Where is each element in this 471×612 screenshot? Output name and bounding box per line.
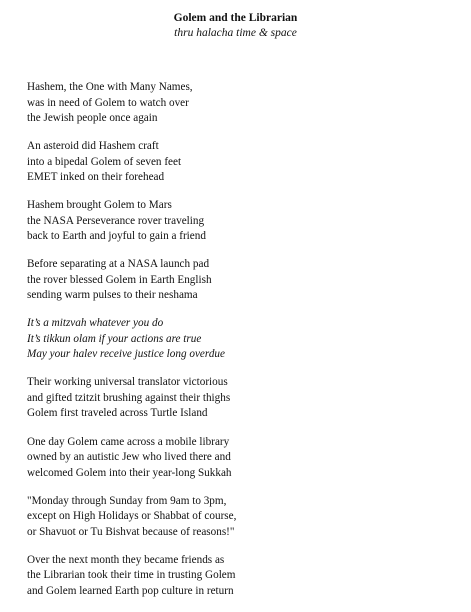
poem-line: An asteroid did Hashem craft bbox=[27, 140, 159, 153]
poem-line: welcomed Golem into their year-long Sukkah bbox=[27, 466, 232, 479]
poem-line: into a bipedal Golem of seven feet bbox=[27, 155, 182, 168]
poem-line: Golem first traveled across Turtle Island bbox=[27, 407, 208, 420]
stanza bbox=[27, 257, 447, 304]
poem-line: Their working universal translator victorious bbox=[27, 376, 228, 389]
poem-line: the Librarian took their time in trusting Golem bbox=[27, 569, 236, 582]
poem-line: "Monday through Sunday from 9am to 3pm, bbox=[27, 494, 227, 507]
stanza bbox=[27, 198, 447, 245]
poem-line: back to Earth and joyful to gain a friend bbox=[27, 230, 206, 243]
poem-line: Hashem brought Golem to Mars bbox=[27, 199, 172, 212]
poem-line: It’s tikkun olam if your actions are true bbox=[27, 332, 202, 345]
poem-line: Before separating at a NASA launch pad bbox=[27, 258, 210, 271]
poem-line: the rover blessed Golem in Earth English bbox=[27, 273, 212, 286]
poem-line: and gifted tzitzit brushing against their thighs bbox=[27, 391, 231, 404]
stanza-italic bbox=[27, 316, 447, 363]
poem-line: owned by an autistic Jew who lived there and bbox=[27, 451, 231, 464]
poem-line: EMET inked on their forehead bbox=[27, 171, 165, 184]
poem-line: sending warm pulses to their neshama bbox=[27, 289, 198, 302]
poem-line: One day Golem came across a mobile library bbox=[27, 435, 230, 448]
poem-line: the NASA Perseverance rover traveling bbox=[27, 214, 205, 227]
poem-line: the Jewish people once again bbox=[27, 112, 158, 124]
poem-line: Over the next month they became friends as bbox=[27, 553, 225, 566]
poem-line: or Shavuot or Tu Bishvat because of reasons!" bbox=[27, 525, 235, 538]
poem-body bbox=[27, 80, 447, 612]
stanza bbox=[27, 435, 447, 482]
stanza bbox=[27, 375, 447, 422]
poem-line: was in need of Golem to watch over bbox=[27, 96, 189, 109]
poem-line: and Golem learned Earth pop culture in return bbox=[27, 584, 234, 597]
stanza bbox=[27, 139, 447, 186]
poem-line: May your halev receive justice long overdue bbox=[27, 348, 225, 361]
stanza bbox=[27, 80, 447, 127]
poem-line: It’s a mitzvah whatever you do bbox=[27, 317, 164, 330]
poem-line: except on High Holidays or Shabbat of course, bbox=[27, 510, 237, 523]
stanza bbox=[27, 553, 447, 600]
poem-title: Golem and the Librarian bbox=[173, 12, 298, 24]
stanza bbox=[27, 494, 447, 541]
poem-line: Hashem, the One with Many Names, bbox=[27, 81, 193, 93]
poem-subtitle: thru halacha time & space bbox=[174, 27, 297, 39]
